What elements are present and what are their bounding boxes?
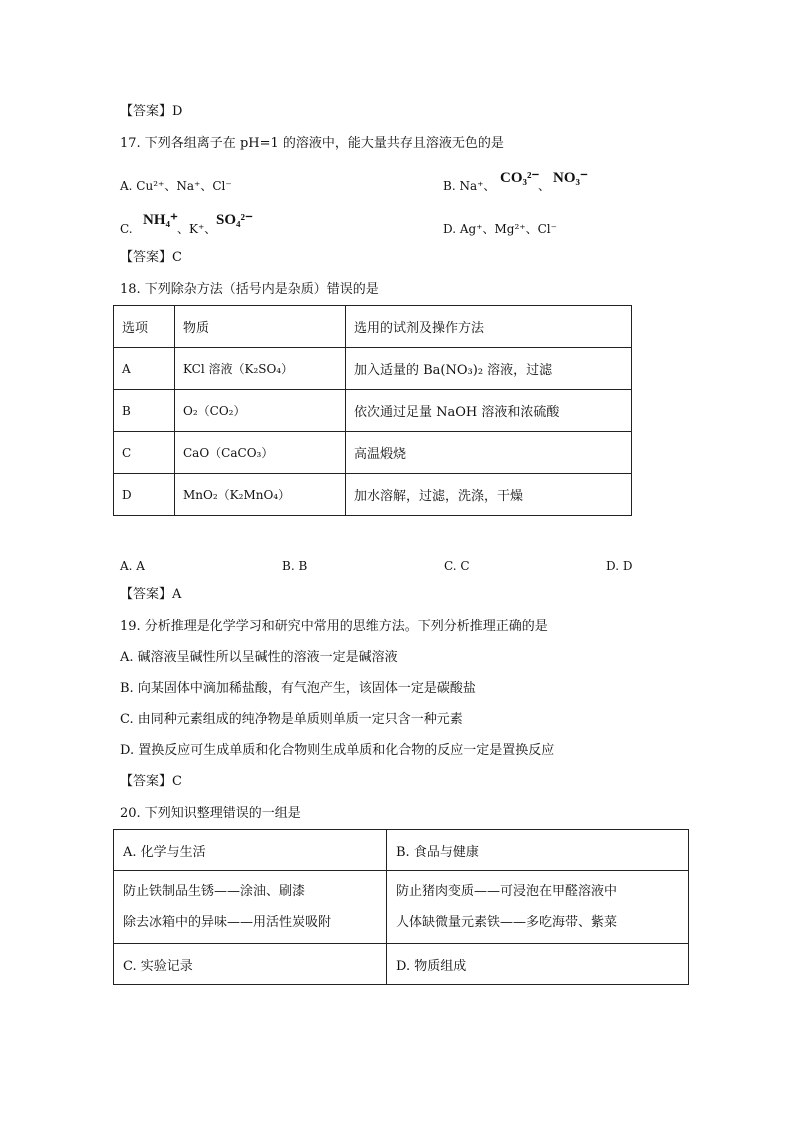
q19-option-b: B. 向某固体中滴加稀盐酸，有气泡产生，该固体一定是碳酸盐: [120, 681, 476, 696]
answer-17: 【答案】C: [120, 250, 182, 265]
answer-18: 【答案】A: [120, 587, 182, 602]
q17-option-b-ion-nitrate: NO₃⁻: [553, 170, 588, 186]
table-cell: O₂（CO₂）: [175, 390, 346, 432]
cell-b-content: [387, 871, 689, 944]
table-cell: A: [114, 348, 175, 390]
q17-option-b-separator: 、: [538, 179, 551, 193]
table-cell: 高温煅烧: [346, 432, 632, 474]
q20-table: [113, 829, 689, 985]
q18-stem: 18. 下列除杂方法（括号内是杂质）错误的是: [120, 282, 379, 297]
q17-option-c-ion-ammonium: NH₄⁺: [143, 212, 178, 228]
cell-a-content: [114, 871, 387, 944]
cell-c-title: C. 实验记录: [114, 944, 387, 985]
cell-b-line-2: 人体缺微量元素铁——多吃海带、紫菜: [396, 915, 618, 930]
q18-option-a: A. A: [120, 559, 145, 573]
table-cell: 加入适量的 Ba(NO₃)₂ 溶液，过滤: [346, 348, 632, 390]
q17-option-d: D. Ag⁺、Mg²⁺、Cl⁻: [443, 222, 557, 236]
q20-stem: 20. 下列知识整理错误的一组是: [120, 806, 301, 821]
cell-a-line-2: 除去冰箱中的异味——用活性炭吸附: [123, 915, 332, 930]
table-row: [114, 390, 632, 432]
table-row: [114, 432, 632, 474]
q18-table: [113, 305, 632, 516]
cell-a-title: A. 化学与生活: [114, 830, 387, 871]
table-cell: D: [114, 474, 175, 516]
table-cell: 加水溶解，过滤，洗涤，干燥: [346, 474, 632, 516]
q17-option-a: A. Cu²⁺、Na⁺、Cl⁻: [120, 179, 232, 193]
q19-option-c: C. 由同种元素组成的纯净物是单质则单质一定只含一种元素: [120, 712, 463, 727]
table-cell: CaO（CaCO₃）: [175, 432, 346, 474]
q18-option-d: D. D: [606, 559, 633, 573]
q17-option-b-prefix: B. Na⁺、: [443, 179, 496, 193]
q17-stem: 17. 下列各组离子在 pH=1 的溶液中，能大量共存且溶液无色的是: [120, 136, 504, 151]
cell-b-line-1: 防止猪肉变质——可浸泡在甲醛溶液中: [396, 884, 618, 899]
q17-option-c-ion-sulfate: SO₄²⁻: [216, 212, 253, 228]
table-cell: KCl 溶液（K₂SO₄）: [175, 348, 346, 390]
table-row: [114, 830, 689, 871]
cell-a-line-1: 防止铁制品生锈——涂油、刷漆: [123, 884, 306, 899]
q19-stem: 19. 分析推理是化学学习和研究中常用的思维方法。下列分析推理正确的是: [120, 619, 548, 634]
answer-16: 【答案】D: [120, 104, 183, 119]
q17-option-b-ion-carbonate: CO₃²⁻: [500, 170, 540, 186]
table-header-cell: 物质: [175, 306, 346, 348]
answer-19: 【答案】C: [120, 774, 182, 789]
q17-option-c-middle: 、K⁺、: [177, 222, 217, 236]
q19-option-a: A. 碱溶液呈碱性所以呈碱性的溶液一定是碱溶液: [120, 650, 398, 665]
table-cell: MnO₂（K₂MnO₄）: [175, 474, 346, 516]
cell-b-title: B. 食品与健康: [387, 830, 689, 871]
table-header-row: [114, 306, 632, 348]
table-cell: B: [114, 390, 175, 432]
cell-d-title: D. 物质组成: [387, 944, 689, 985]
table-header-cell: 选用的试剂及操作方法: [346, 306, 632, 348]
q17-option-c-prefix: C.: [120, 222, 133, 236]
table-cell: C: [114, 432, 175, 474]
table-row: [114, 944, 689, 985]
table-cell: 依次通过足量 NaOH 溶液和浓硫酸: [346, 390, 632, 432]
q18-option-c: C. C: [444, 559, 470, 573]
q18-option-b: B. B: [282, 559, 308, 573]
table-row: [114, 474, 632, 516]
q19-option-d: D. 置换反应可生成单质和化合物则生成单质和化合物的反应一定是置换反应: [120, 743, 555, 758]
table-header-cell: 选项: [114, 306, 175, 348]
table-row: [114, 871, 689, 944]
table-row: [114, 348, 632, 390]
